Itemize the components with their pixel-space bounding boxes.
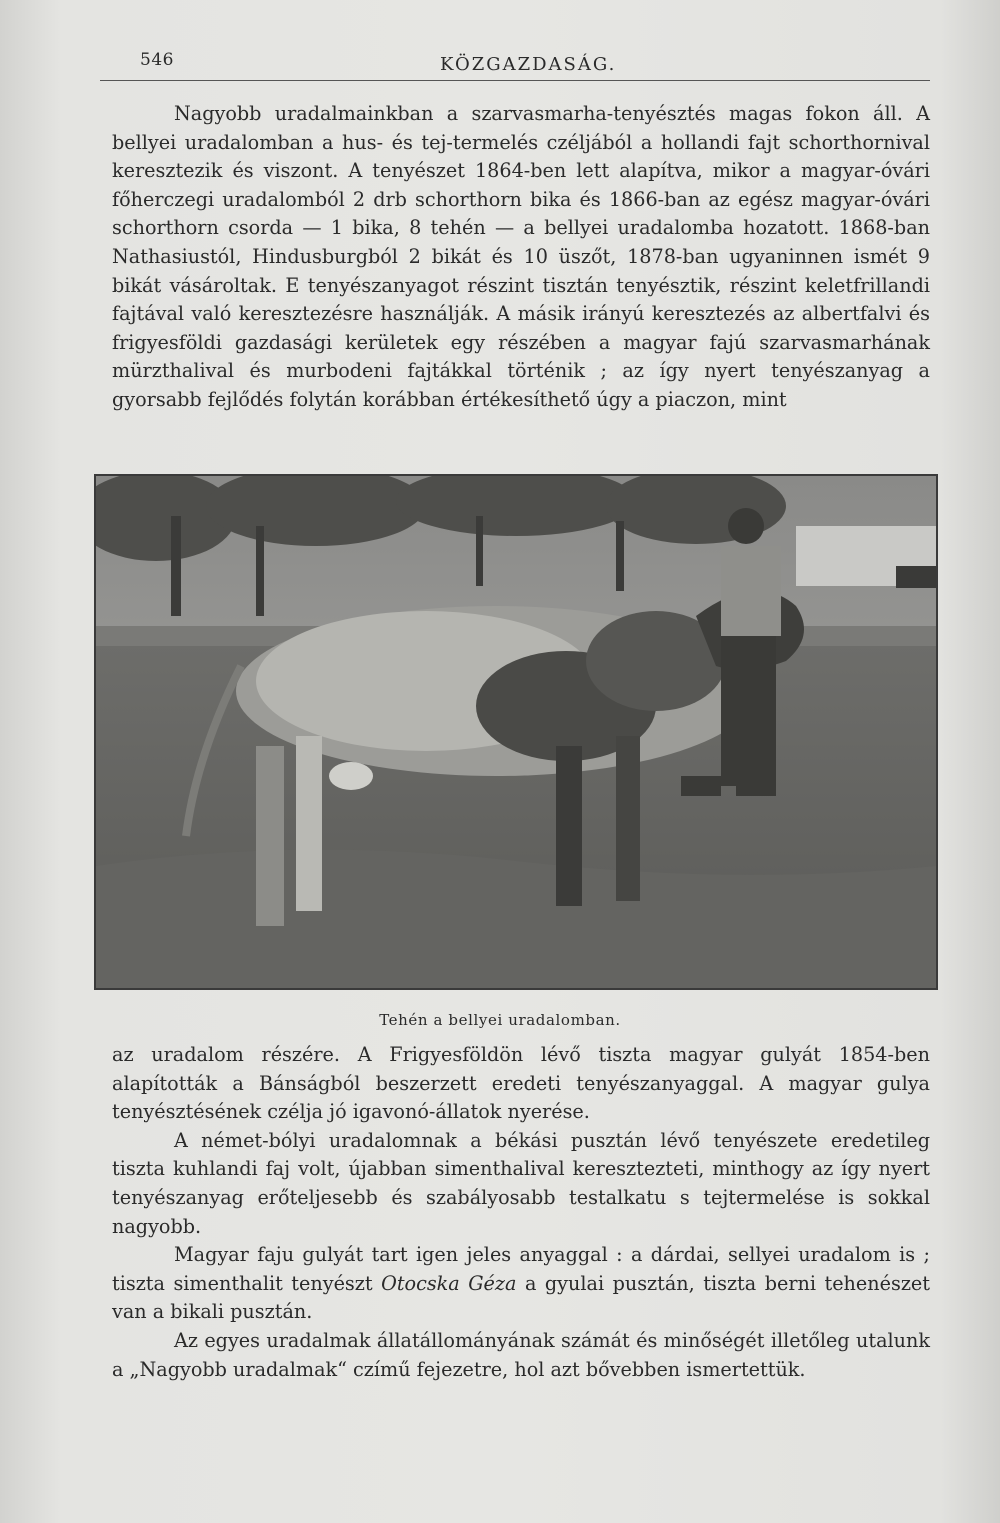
- paragraph-2: az uradalom részére. A Frigyesföldön lévő tiszta magyar gulyát 1854-ben alapították a Bánságból beszerzett eredeti tenyészanyaggal. A magyar gulya tenyésztésének czélja jó igavonó-állatok nyerése.: [112, 1043, 930, 1124]
- paragraph-4-start: Magyar faju gulyát tart igen jeles anyaggal : a dárdai, sellyei uradalom is ; tiszta simenthalit tenyészt: [112, 1243, 930, 1295]
- paragraph-1: Nagyobb uradalmainkban a szarvasmarha-tenyésztés magas fokon áll. A bellyei uradalomban a hus- és tej-termelés czéljából a hollandi fajt schorthornival keresztezik és viszont. A tenyészet 1864-ben lett alapítva, mikor a magyar-óvári főherczegi uradalomból 2 drb schorthorn bika és 1866-ban az egész magyar-óvári schorthorn csorda — 1 bika, 8 tehén — a bellyei uradalomba hozatott. 1868-ban Nathasiustól, Hindusburgból 2 bikát és 10 üszőt, 1878-ban ugyaninnen ismét 9 bikát vásároltak. E tenyészanyagot részint tisztán tenyésztik, részint keletfrillandi fajtával való keresztezésre használják. A másik irányú keresztezés az albertfalvi és frigyesföldi gazdasági kerületek egy részében a magyar fajú szarvasmarhának mürzthalival és murbodeni fajtákkal történik ; az így nyert tenyészanyag a gyorsabb fejlődés folytán korábban értékesíthető úgy a piaczon, mint: [112, 102, 930, 411]
- cow-photograph: [94, 474, 938, 990]
- bottom-text: [112, 1041, 930, 1384]
- paragraph-5: Az egyes uradalmak állatállományának számát és minőségét illetőleg utalunk a „Nagyobb uradalmak“ czímű fejezetre, hol azt bővebben ismertettük.: [112, 1328, 930, 1381]
- person-name: Otocska Géza: [381, 1271, 517, 1295]
- header-rule: [100, 80, 930, 81]
- figure-caption: Tehén a bellyei uradalomban.: [379, 1011, 621, 1029]
- cow-photo-image: [96, 476, 936, 988]
- page-number: 546: [140, 50, 174, 70]
- paragraph-4: [112, 1241, 930, 1327]
- paragraph-3: A német-bólyi uradalomnak a békási pusztán lévő tenyészete eredetileg tiszta kuhlandi faj volt, újabban simenthalival keresztezteti, minthogy az így nyert tenyészanyag erőteljesebb és szabályosabb testalkatu s tejtermelése is sokkal nagyobb.: [112, 1128, 930, 1238]
- paragraph-4-end: a gyulai pusztán, tiszta berni tehenészet van a bikali pusztán.: [112, 1271, 931, 1324]
- top-text: [112, 100, 930, 415]
- running-head: KÖZGAZDASÁG.: [440, 54, 617, 75]
- page-header: [100, 40, 930, 90]
